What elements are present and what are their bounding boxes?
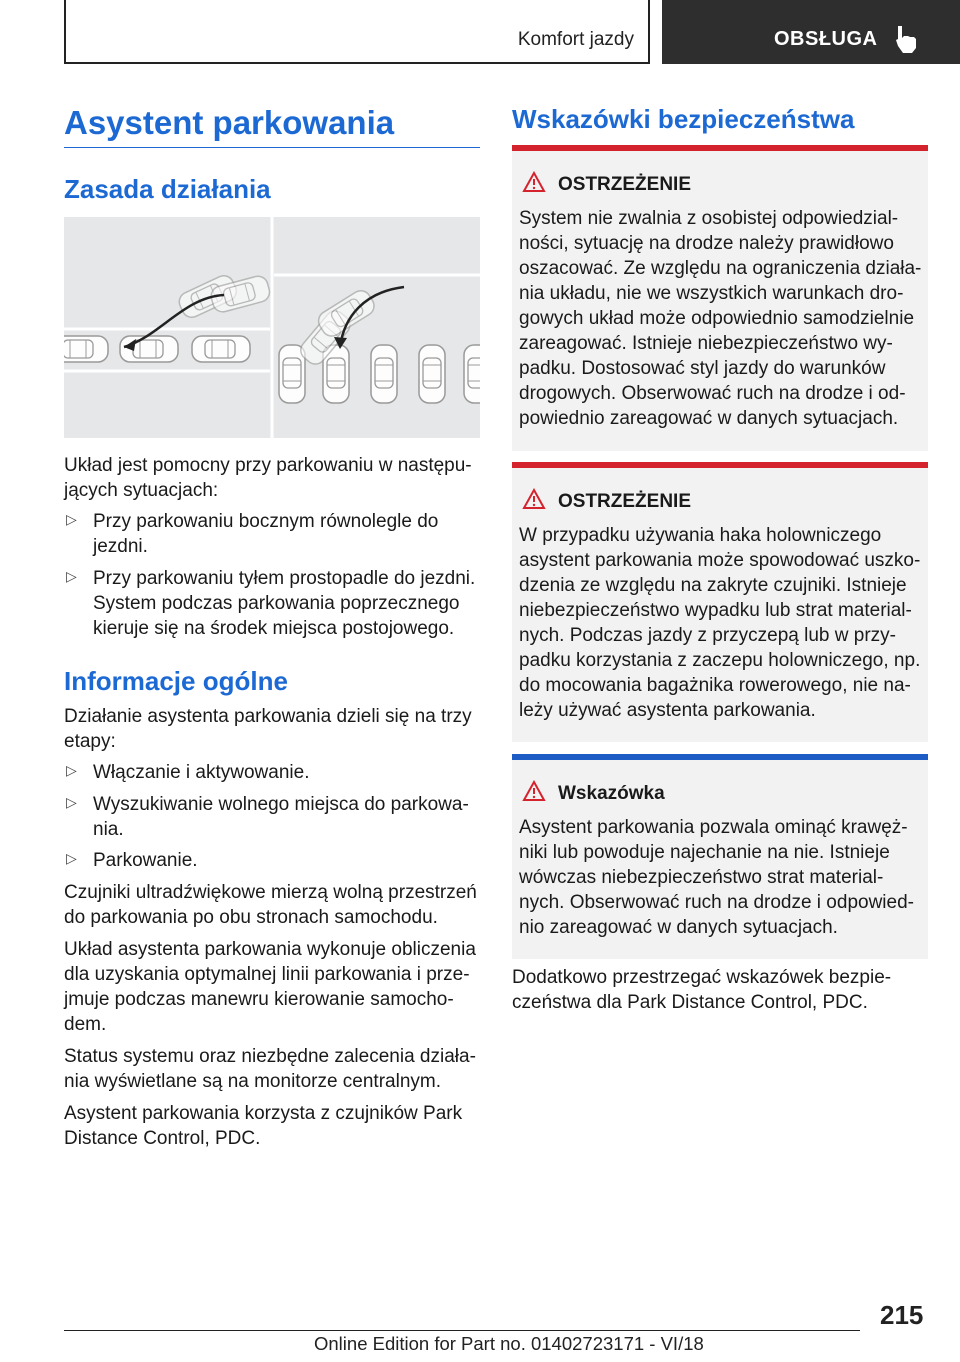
triangle-bullet-icon: ▷ (66, 794, 77, 810)
page-number: 215 (880, 1300, 924, 1330)
heading-safety: Wskazówki bezpieczeństwa (512, 104, 855, 134)
heading-general: Informacje ogólne (64, 666, 288, 696)
footer-edition: Online Edition for Part no. 01402723171 - VI/18 (314, 1333, 704, 1354)
triangle-bullet-icon: ▷ (66, 850, 77, 866)
triangle-bullet-icon: ▷ (66, 762, 77, 778)
header-chapter-title: OBSŁUGA (774, 28, 878, 50)
tip-text: Asystent parkowania pozwala ominąć krawęż- niki lub powoduje najechanie na nie. Istnieje wówczas niebezpieczeństwo strat material- nych. Obserwować ruch na drodze i odpowied- nio zareagować w danych sytuacjach. (519, 817, 914, 938)
parking-diagram (64, 217, 480, 438)
header-section-box (64, 0, 650, 64)
general-intro-paragraph: Działanie asystenta parkowania dzieli się na trzy etapy: (64, 706, 472, 752)
warning-heading: OSTRZEŻENIE (558, 491, 692, 512)
pointing-hand-icon (894, 24, 920, 54)
warning-triangle-icon (522, 488, 546, 510)
warning-triangle-icon (522, 171, 546, 193)
warning-triangle-icon (522, 780, 546, 802)
header-chapter-tab (662, 0, 960, 64)
intro-paragraph: Układ jest pomocny przy parkowaniu w następu- jących sytuacjach: (64, 455, 472, 501)
warning-heading: OSTRZEŻENIE (558, 174, 692, 195)
warning-box (512, 462, 928, 742)
tip-heading: Wskazówka (558, 783, 665, 804)
tip-box (512, 754, 928, 959)
triangle-bullet-icon: ▷ (66, 511, 77, 527)
page-title: Asystent parkowania (64, 104, 395, 141)
warning-text: W przypadku używania haka holowniczego asystent parkowania może spowodować uszko- dzenia ze względu na zakryte czujniki. Istnieje niebezpieczeństwo wypadku lub strat material- nych. Podczas jazdy z przyczepą lub w przy- padku korzystania z zaczepu holowniczego, np. do mocowania bagażnika rowerowego, nie na- leży używać asystenta parkowania. (519, 525, 921, 721)
paragraph-sensors: Czujniki ultradźwiękowe mierzą wolną przestrzeń do parkowania po obu stronach samochodu. (64, 882, 477, 928)
heading-principle: Zasada działania (64, 174, 271, 204)
triangle-bullet-icon: ▷ (66, 568, 77, 584)
title-rule (64, 147, 480, 148)
warning-box (512, 145, 928, 451)
warning-text: System nie zwalnia z osobistej odpowiedzial- ności, sytuację na drodze należy prawidłowo oszacować. Ze względu na ograniczenia działa- nia układu, nie we wszystkich warunkach dro- gowych układ może odpowiednio samodzielnie zareagować. Istnieje niebezpieczeństwo wy- padku. Dostosować styl jazdy do warunków drogowych. Obserwować ruch na drodze i od- powiednio zareagować w danych sytuacjach. (519, 208, 922, 429)
paragraph-status: Status systemu oraz niezbędne zalecenia działa- nia wyświetlane są na monitorze centralnym. (64, 1046, 476, 1092)
paragraph-pdc: Asystent parkowania korzysta z czujników Park Distance Control, PDC. (64, 1103, 463, 1149)
footer-rule (64, 1330, 860, 1331)
paragraph-calculation: Układ asystenta parkowania wykonuje obliczenia dla uzyskania optymalnej linii parkowania i prze- jmuje podczas manewru kierowanie samocho- dem. (64, 939, 476, 1035)
outro-paragraph: Dodatkowo przestrzegać wskazówek bezpie- czeństwa dla Park Distance Control, PDC. (512, 967, 892, 1013)
header-section-title: Komfort jazdy (517, 29, 634, 50)
